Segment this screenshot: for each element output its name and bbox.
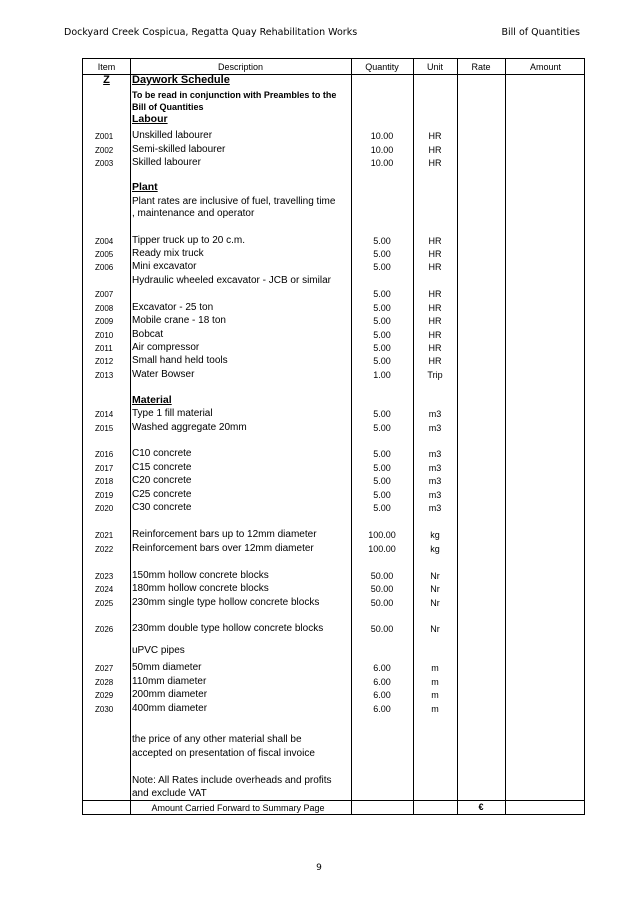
item-description: 150mm hollow concrete blocks <box>132 570 269 581</box>
column-header-description: Description <box>217 62 264 72</box>
table-row <box>83 235 584 248</box>
column-header-quantity: Quantity <box>365 62 399 72</box>
item-description: Tipper truck up to 20 c.m. <box>132 235 246 246</box>
item-code: Z022 <box>95 545 114 554</box>
labour-heading-text: Labour <box>132 113 168 125</box>
item-code: Z006 <box>95 263 114 272</box>
item-description: C30 concrete <box>132 502 192 513</box>
item-quantity: 5.00 <box>373 289 391 299</box>
item-description: C25 concrete <box>132 489 192 500</box>
table-row <box>83 130 584 143</box>
item-quantity: 10.00 <box>370 131 394 141</box>
item-quantity: 5.00 <box>373 303 391 313</box>
item-description: Bobcat <box>132 329 164 340</box>
table-row <box>83 689 584 702</box>
item-unit: m3 <box>428 449 442 459</box>
page-number: 9 <box>316 863 322 873</box>
column-header-rate: Rate <box>471 62 491 72</box>
item-unit: Nr <box>430 598 440 608</box>
item-code: Z025 <box>95 599 114 608</box>
item-quantity: 6.00 <box>373 704 391 714</box>
section-title: Daywork Schedule <box>132 74 230 86</box>
material-heading <box>132 394 172 406</box>
table-row <box>83 288 584 301</box>
item-description: Water Bowser <box>132 369 195 380</box>
item-description: Ready mix truck <box>132 248 204 259</box>
table-row <box>83 475 584 488</box>
table-row <box>83 489 584 502</box>
table-row <box>83 676 584 689</box>
footer-row <box>83 801 584 814</box>
plant-hydraulic-label: Hydraulic wheeled excavator - JCB or similar <box>132 275 331 286</box>
item-description: 180mm hollow concrete blocks <box>132 583 269 594</box>
item-description: Air compressor <box>132 342 200 353</box>
rates-note-line-2: and exclude VAT <box>132 788 207 799</box>
item-unit: m3 <box>428 463 442 473</box>
item-description: Reinforcement bars up to 12mm diameter <box>132 529 317 540</box>
preamble-note-line-1: To be read in conjunction with Preambles to the <box>132 90 337 100</box>
item-code: Z026 <box>95 625 114 634</box>
item-quantity: 5.00 <box>373 476 391 486</box>
item-code: Z011 <box>95 344 113 353</box>
table-row <box>83 329 584 342</box>
item-quantity: 100.00 <box>368 544 396 554</box>
item-quantity: 5.00 <box>373 330 391 340</box>
table-row <box>83 369 584 382</box>
item-code: Z007 <box>95 290 114 299</box>
document-header-section: Bill of Quantities <box>501 27 580 38</box>
table-row <box>83 302 584 315</box>
item-unit: kg <box>430 544 440 554</box>
amount-carried-forward-label: Amount Carried Forward to Summary Page <box>151 803 325 813</box>
item-quantity: 5.00 <box>373 316 391 326</box>
item-description: 110mm diameter <box>132 676 207 687</box>
item-quantity: 10.00 <box>370 145 394 155</box>
item-code: Z024 <box>95 585 114 594</box>
item-quantity: 5.00 <box>373 449 391 459</box>
document-header-title: Dockyard Creek Cospicua, Regatta Quay Rehabilitation Works <box>64 27 358 38</box>
item-code: Z021 <box>95 531 114 540</box>
item-description: 400mm diameter <box>132 703 208 714</box>
item-code: Z019 <box>95 491 114 500</box>
item-quantity: 5.00 <box>373 262 391 272</box>
table-row <box>83 422 584 435</box>
item-code: Z029 <box>95 691 114 700</box>
item-code: Z008 <box>95 304 114 313</box>
item-unit: HR <box>428 343 442 353</box>
item-description: 50mm diameter <box>132 662 202 673</box>
plant-note-line-1: Plant rates are inclusive of fuel, travelling time <box>132 196 336 207</box>
item-description: Washed aggregate 20mm <box>132 422 247 433</box>
item-unit: Nr <box>430 571 440 581</box>
item-quantity: 5.00 <box>373 503 391 513</box>
item-unit: HR <box>428 289 442 299</box>
item-code: Z018 <box>95 477 114 486</box>
item-description: 200mm diameter <box>132 689 208 700</box>
material-heading-text: Material <box>132 394 172 406</box>
item-description: Type 1 fill material <box>132 408 213 419</box>
item-quantity: 6.00 <box>373 677 391 687</box>
column-header-unit: Unit <box>426 62 443 72</box>
table-row <box>83 408 584 421</box>
item-unit: HR <box>428 262 442 272</box>
other-material-note-line-2: accepted on presentation of fiscal invoice <box>132 748 315 759</box>
item-description: C10 concrete <box>132 448 192 459</box>
item-quantity: 5.00 <box>373 343 391 353</box>
item-code: Z016 <box>95 450 114 459</box>
item-quantity: 50.00 <box>370 624 394 634</box>
item-code: Z014 <box>95 410 114 419</box>
table-row <box>83 597 584 610</box>
item-description: Mini excavator <box>132 261 197 272</box>
item-code: Z017 <box>95 464 114 473</box>
table-row <box>83 261 584 274</box>
item-code: Z023 <box>95 572 114 581</box>
plant-note-line-2: , maintenance and operator <box>132 208 255 219</box>
table-row <box>83 529 584 542</box>
upvc-heading: uPVC pipes <box>132 645 185 656</box>
item-description: Excavator - 25 ton <box>132 302 214 313</box>
item-unit: HR <box>428 316 442 326</box>
item-unit: m <box>431 663 439 673</box>
labour-heading <box>132 113 168 125</box>
table-row <box>83 502 584 515</box>
item-quantity: 50.00 <box>370 584 394 594</box>
item-unit: m3 <box>428 490 442 500</box>
item-unit: m <box>431 677 439 687</box>
item-quantity: 10.00 <box>370 158 394 168</box>
item-unit: HR <box>428 303 442 313</box>
item-quantity: 5.00 <box>373 356 391 366</box>
table-row <box>83 623 584 636</box>
item-quantity: 6.00 <box>373 690 391 700</box>
table-row <box>83 448 584 461</box>
item-quantity: 5.00 <box>373 490 391 500</box>
item-code: Z010 <box>95 331 114 340</box>
item-description: Semi-skilled labourer <box>132 144 226 155</box>
table-row <box>83 543 584 556</box>
item-code: Z020 <box>95 504 114 513</box>
table-row <box>83 342 584 355</box>
preamble-note-line-2: Bill of Quantities <box>132 102 204 112</box>
table-row <box>83 703 584 716</box>
other-material-note-line-1: the price of any other material shall be <box>132 734 302 745</box>
item-code: Z027 <box>95 664 114 673</box>
item-quantity: 5.00 <box>373 409 391 419</box>
item-quantity: 50.00 <box>370 598 394 608</box>
item-unit: m3 <box>428 409 442 419</box>
item-unit: HR <box>428 158 442 168</box>
item-quantity: 5.00 <box>373 423 391 433</box>
item-description: Mobile crane - 18 ton <box>132 315 226 326</box>
table-row <box>83 355 584 368</box>
item-unit: m3 <box>428 476 442 486</box>
item-code: Z003 <box>95 159 114 168</box>
item-unit: Trip <box>427 370 443 380</box>
table-row <box>83 570 584 583</box>
item-unit: HR <box>428 249 442 259</box>
item-unit: HR <box>428 330 442 340</box>
item-code: Z015 <box>95 424 114 433</box>
item-quantity: 5.00 <box>373 249 391 259</box>
item-description: Small hand held tools <box>132 355 228 366</box>
item-quantity: 100.00 <box>368 530 396 540</box>
item-quantity: 6.00 <box>373 663 391 673</box>
item-unit: m3 <box>428 503 442 513</box>
item-code: Z001 <box>95 132 114 141</box>
item-quantity: 1.00 <box>373 370 391 380</box>
item-quantity: 5.00 <box>373 236 391 246</box>
table-row <box>83 583 584 596</box>
item-unit: HR <box>428 131 442 141</box>
item-description: Reinforcement bars over 12mm diameter <box>132 543 314 554</box>
item-unit: HR <box>428 356 442 366</box>
item-code: Z030 <box>95 705 114 714</box>
item-unit: Nr <box>430 624 440 634</box>
item-description: C20 concrete <box>132 475 192 486</box>
item-code: Z028 <box>95 678 114 687</box>
item-description: C15 concrete <box>132 462 192 473</box>
table-row <box>83 662 584 675</box>
item-code: Z005 <box>95 250 114 259</box>
section-letter: Z <box>103 74 110 86</box>
plant-heading <box>132 181 158 193</box>
rates-note-line-1: Note: All Rates include overheads and profits <box>132 775 332 786</box>
item-description: Skilled labourer <box>132 157 201 168</box>
item-code: Z004 <box>95 237 114 246</box>
item-code: Z009 <box>95 317 114 326</box>
bill-of-quantities-table <box>82 58 585 815</box>
table-row <box>83 315 584 328</box>
item-code: Z013 <box>95 371 114 380</box>
table-row <box>83 157 584 170</box>
table-row <box>83 248 584 261</box>
item-quantity: 50.00 <box>370 571 394 581</box>
item-unit: kg <box>430 530 440 540</box>
item-unit: m3 <box>428 423 442 433</box>
item-unit: HR <box>428 145 442 155</box>
column-header-item: Item <box>97 62 116 72</box>
item-code: Z002 <box>95 146 114 155</box>
item-unit: m <box>431 704 439 714</box>
item-quantity: 5.00 <box>373 463 391 473</box>
table-row <box>83 144 584 157</box>
item-description: 230mm double type hollow concrete blocks <box>132 623 324 634</box>
item-code: Z012 <box>95 357 114 366</box>
plant-heading-text: Plant <box>132 181 158 193</box>
item-unit: HR <box>428 236 442 246</box>
column-header-amount: Amount <box>529 62 562 72</box>
table-row <box>83 462 584 475</box>
currency-symbol: € <box>478 802 484 812</box>
item-description: Unskilled labourer <box>132 130 213 141</box>
item-description: 230mm single type hollow concrete blocks <box>132 597 320 608</box>
item-unit: m <box>431 690 439 700</box>
item-unit: Nr <box>430 584 440 594</box>
